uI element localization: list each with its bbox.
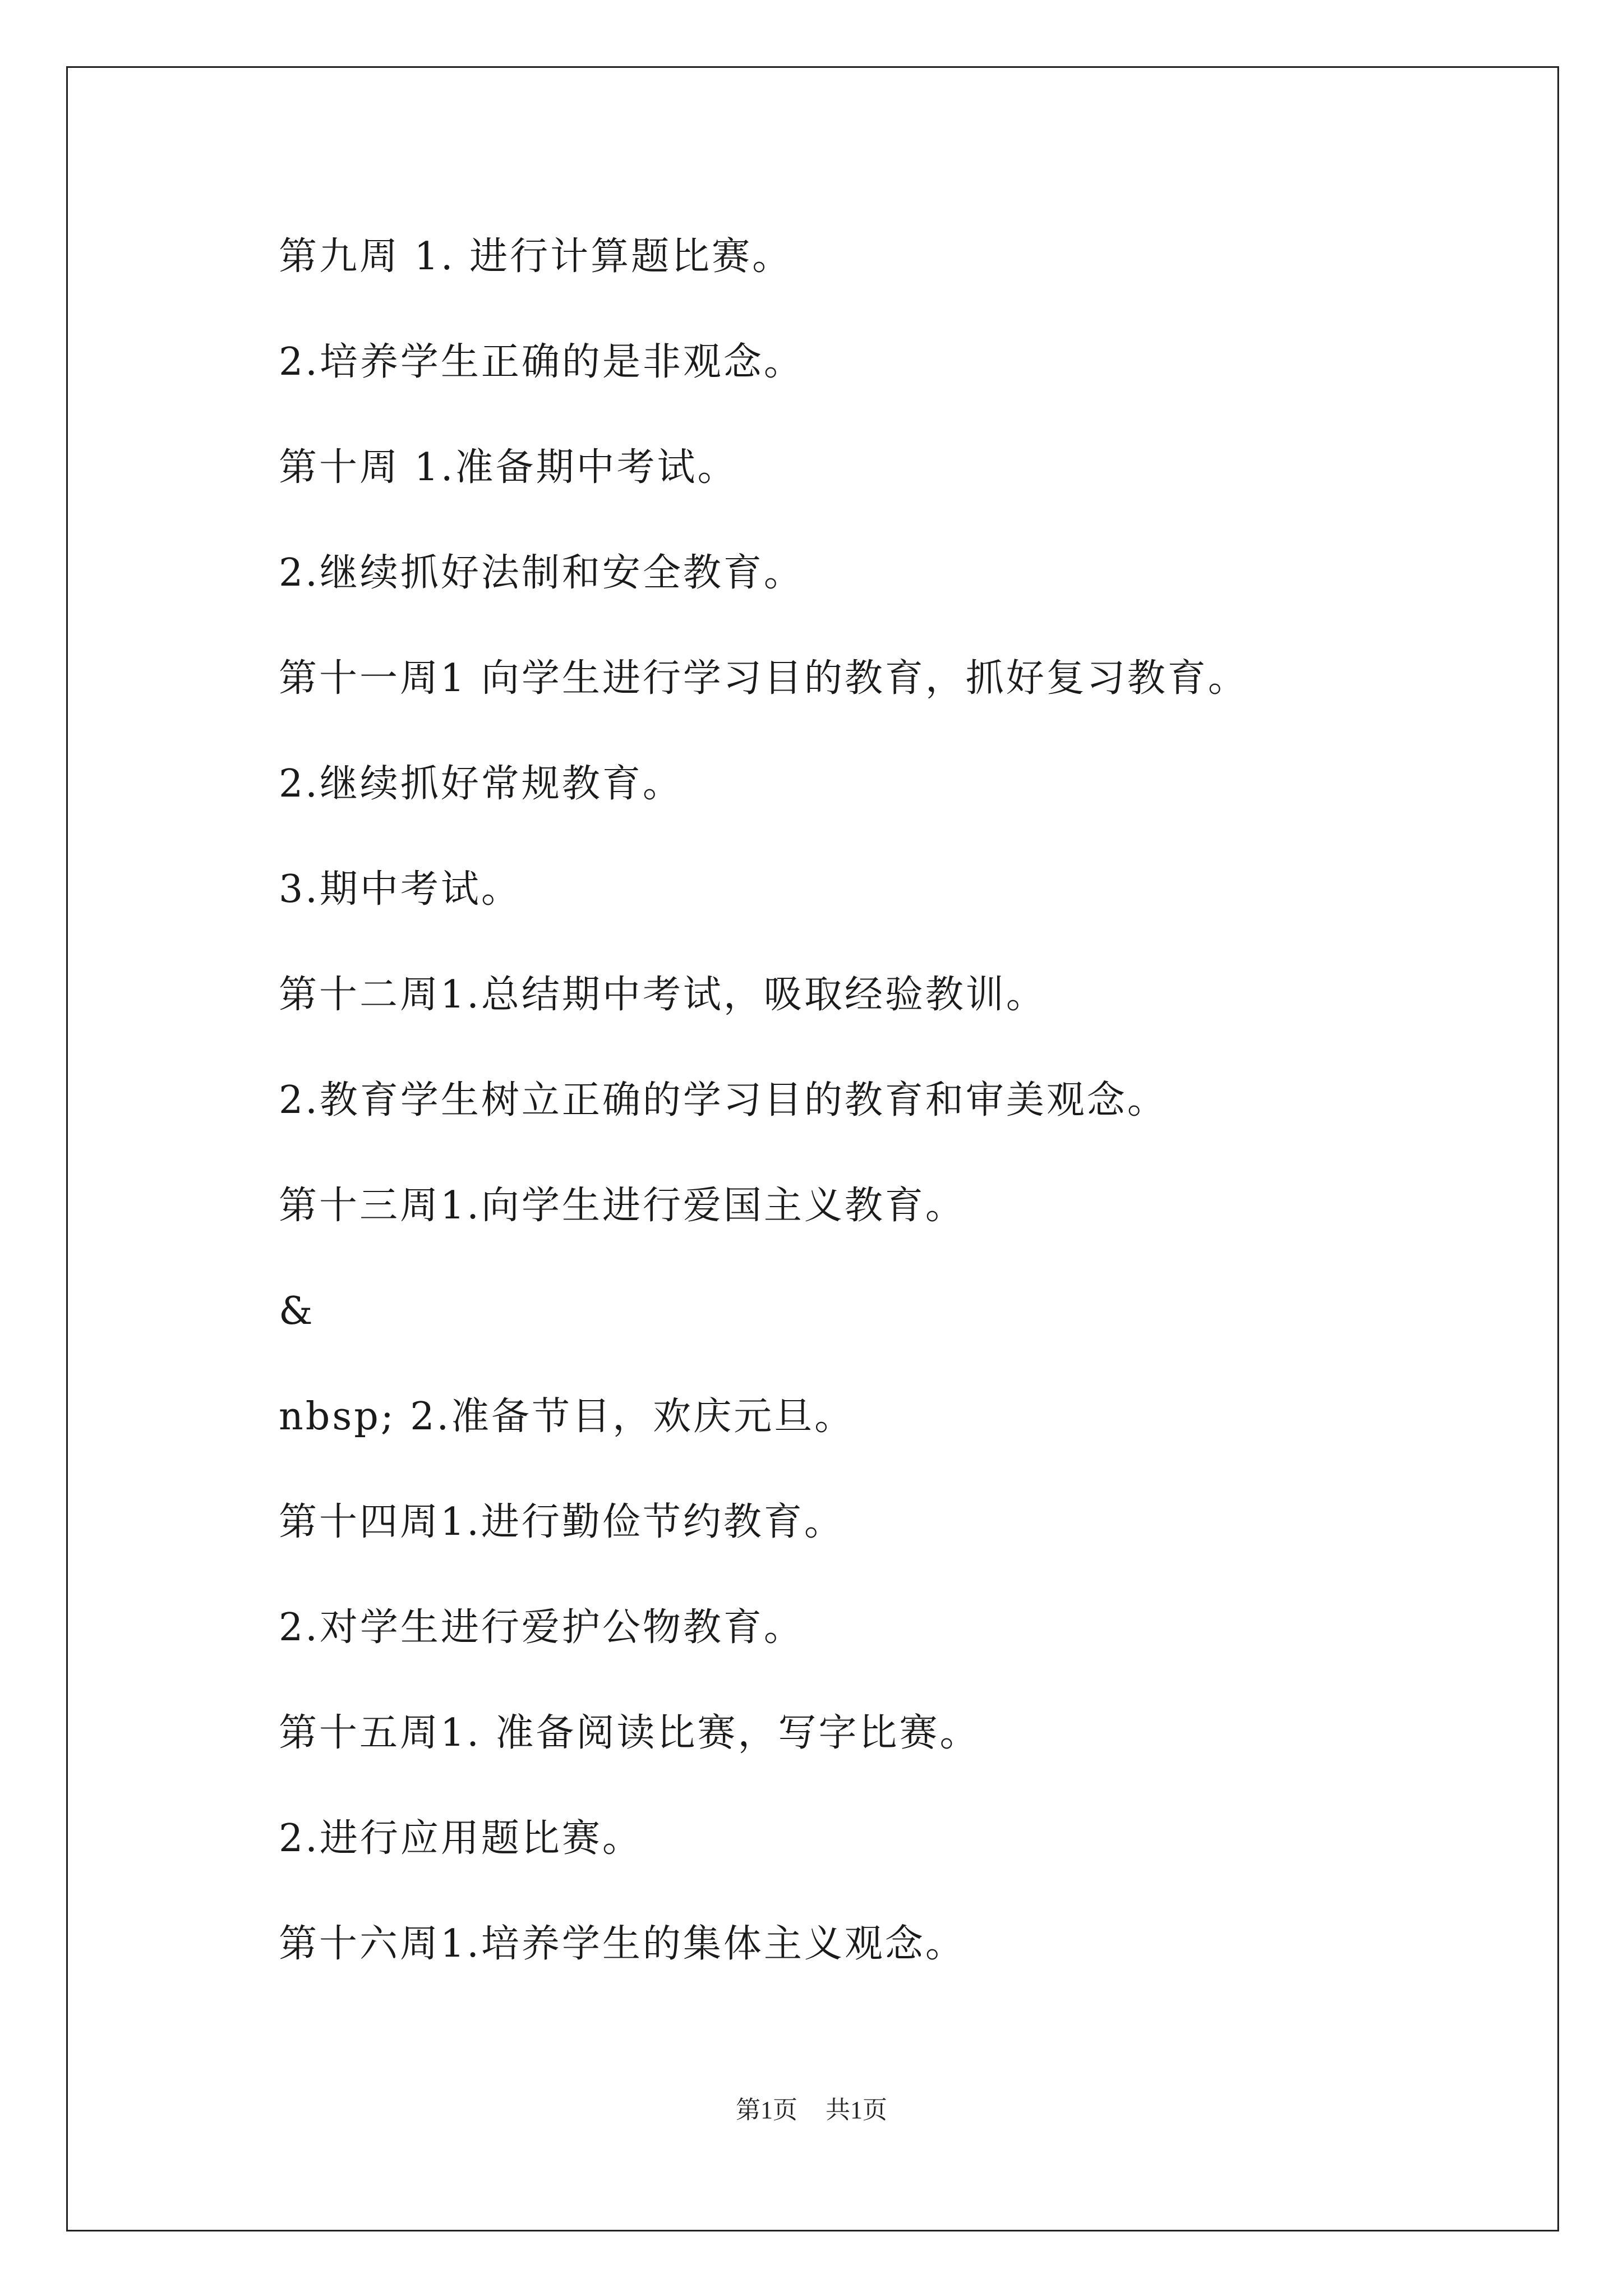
text-line: 第九周 1. 进行计算题比赛。: [279, 234, 793, 279]
text-line: 第十二周1.总结期中考试，吸取经验教训。: [279, 973, 1046, 1017]
text-line: 第十四周1.进行勤俭节约教育。: [279, 1500, 845, 1544]
text-line: 2.培养学生正确的是非观念。: [279, 340, 804, 384]
text-line: 第十一周1 向学生进行学习目的教育，抓好复习教育。: [279, 656, 1248, 701]
text-line: nbsp; 2.准备节目，欢庆元旦。: [279, 1395, 855, 1439]
page-total: 共1页: [826, 2096, 887, 2124]
text-line: &: [279, 1289, 315, 1333]
text-line: 第十五周1. 准备阅读比赛，写字比赛。: [279, 1711, 980, 1755]
text-line: 第十周 1.准备期中考试。: [279, 445, 738, 490]
text-line: 2.对学生进行爱护公物教育。: [279, 1605, 804, 1650]
text-line: 2.继续抓好常规教育。: [279, 762, 683, 806]
text-line: 2.继续抓好法制和安全教育。: [279, 551, 804, 595]
page-footer: [0, 2093, 1623, 2127]
text-line: 第十六周1.培养学生的集体主义观念。: [279, 1922, 966, 1966]
text-line: 3.期中考试。: [279, 867, 522, 912]
text-line: 2.教育学生树立正确的学习目的教育和审美观念。: [279, 1078, 1168, 1122]
text-line: 2.进行应用题比赛。: [279, 1816, 643, 1861]
page-number: 第1页: [736, 2096, 797, 2124]
text-line: 第十三周1.向学生进行爱国主义教育。: [279, 1184, 966, 1228]
